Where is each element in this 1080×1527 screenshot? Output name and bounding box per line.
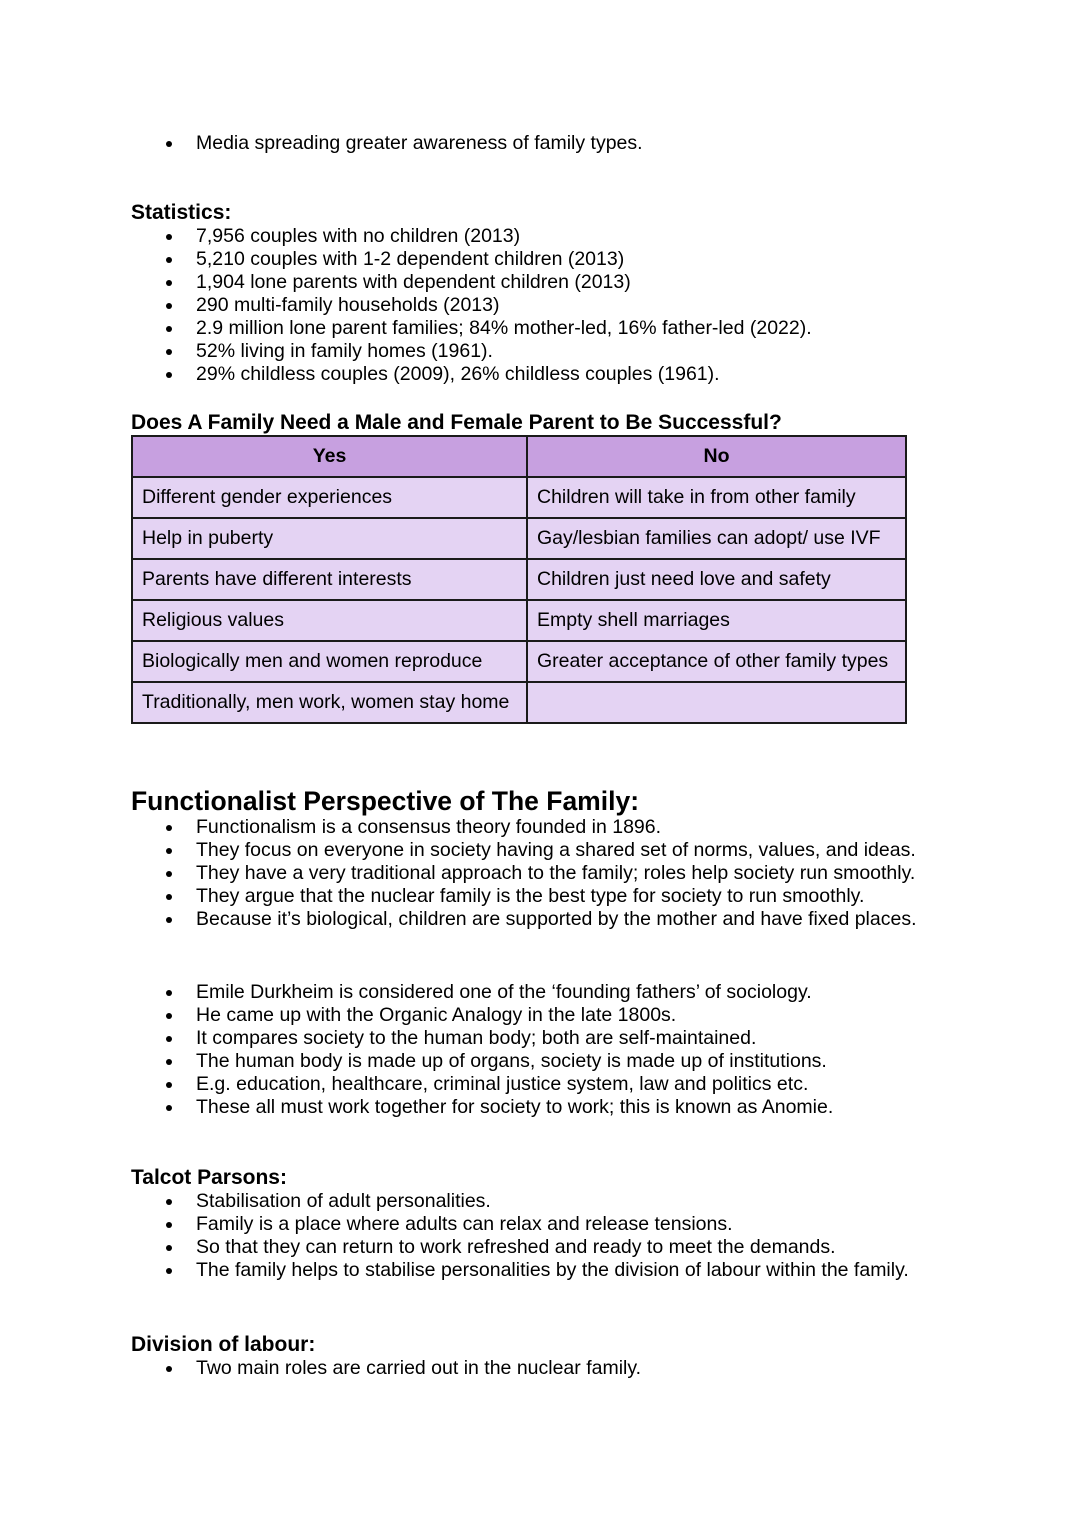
list-item: The family helps to stabilise personalities by the division of labour within the family.: [131, 1259, 1031, 1282]
bullet-icon: [166, 990, 172, 996]
comparison-heading: Does A Family Need a Male and Female Parent to Be Successful?: [131, 411, 782, 434]
bullet-icon: [166, 1059, 172, 1065]
durkheim-section: [131, 981, 1031, 1119]
bullet-icon: [166, 257, 172, 263]
bullet-icon: [166, 1199, 172, 1205]
list-item: 2.9 million lone parent families; 84% mother-led, 16% father-led (2022).: [131, 317, 1031, 340]
table-cell: Empty shell marriages: [527, 600, 906, 641]
list-item: E.g. education, healthcare, criminal justice system, law and politics etc.: [131, 1073, 1031, 1096]
list-item: Media spreading greater awareness of family types.: [131, 132, 1031, 155]
functionalist-list: [131, 816, 1031, 931]
division-list: [131, 1357, 1031, 1380]
table-row: [132, 641, 906, 682]
list-item: 29% childless couples (2009), 26% childless couples (1961).: [131, 363, 1031, 386]
list-item: The human body is made up of organs, society is made up of institutions.: [131, 1050, 1031, 1073]
bullet-icon: [166, 280, 172, 286]
column-header-no: No: [527, 436, 906, 477]
bullet-icon: [166, 234, 172, 240]
bullet-icon: [166, 1366, 172, 1372]
division-heading: Division of labour:: [131, 1333, 316, 1356]
bullet-icon: [166, 871, 172, 877]
table-row: [132, 559, 906, 600]
statistics-list: [131, 225, 1031, 386]
bullet-icon: [166, 1105, 172, 1111]
list-item: Family is a place where adults can relax and release tensions.: [131, 1213, 1031, 1236]
bullet-icon: [166, 1036, 172, 1042]
bullet-icon: [166, 848, 172, 854]
column-header-yes: Yes: [132, 436, 527, 477]
list-item: He came up with the Organic Analogy in the late 1800s.: [131, 1004, 1031, 1027]
list-item: These all must work together for society to work; this is known as Anomie.: [131, 1096, 1031, 1119]
list-item: Stabilisation of adult personalities.: [131, 1190, 1031, 1213]
table-cell: Religious values: [132, 600, 527, 641]
bullet-icon: [166, 141, 172, 147]
bullet-icon: [166, 349, 172, 355]
list-item: It compares society to the human body; both are self-maintained.: [131, 1027, 1031, 1050]
list-item: 52% living in family homes (1961).: [131, 340, 1031, 363]
bullet-icon: [166, 326, 172, 332]
list-item: Functionalism is a consensus theory founded in 1896.: [131, 816, 1031, 839]
table-cell: Traditionally, men work, women stay home: [132, 682, 527, 723]
list-item: Because it’s biological, children are supported by the mother and have fixed places.: [131, 908, 1031, 931]
bullet-icon: [166, 1082, 172, 1088]
bullet-icon: [166, 1013, 172, 1019]
statistics-section: [131, 201, 1031, 386]
bullet-icon: [166, 303, 172, 309]
list-item: 290 multi-family households (2013): [131, 294, 1031, 317]
list-item: They have a very traditional approach to the family; roles help society run smoothly.: [131, 862, 1031, 885]
parsons-section: [131, 1166, 1031, 1282]
table-cell: Children just need love and safety: [527, 559, 906, 600]
list-item: Two main roles are carried out in the nuclear family.: [131, 1357, 1031, 1380]
table-cell: Different gender experiences: [132, 477, 527, 518]
table-row: [132, 682, 906, 723]
parsons-heading: Talcot Parsons:: [131, 1166, 287, 1189]
bullet-icon: [166, 1268, 172, 1274]
list-item: 5,210 couples with 1-2 dependent children (2013): [131, 248, 1031, 271]
statistics-heading: Statistics:: [131, 201, 232, 224]
table-cell: Parents have different interests: [132, 559, 527, 600]
table-cell: Gay/lesbian families can adopt/ use IVF: [527, 518, 906, 559]
bullet-icon: [166, 1245, 172, 1251]
table-cell: Help in puberty: [132, 518, 527, 559]
table-row: [132, 477, 906, 518]
functionalist-section: [131, 786, 1031, 931]
list-item: They focus on everyone in society having a shared set of norms, values, and ideas.: [131, 839, 1031, 862]
comparison-section: [131, 411, 1031, 435]
table-cell: Greater acceptance of other family types: [527, 641, 906, 682]
bullet-icon: [166, 917, 172, 923]
list-item: 7,956 couples with no children (2013): [131, 225, 1031, 248]
bullet-icon: [166, 825, 172, 831]
table-row: [132, 518, 906, 559]
division-section: [131, 1333, 1031, 1380]
durkheim-list: [131, 981, 1031, 1119]
table-cell: [527, 682, 906, 723]
list-item: So that they can return to work refreshed and ready to meet the demands.: [131, 1236, 1031, 1259]
table-row: [132, 600, 906, 641]
list-item: They argue that the nuclear family is the best type for society to run smoothly.: [131, 885, 1031, 908]
bullet-icon: [166, 372, 172, 378]
list-item: Emile Durkheim is considered one of the ‘founding fathers’ of sociology.: [131, 981, 1031, 1004]
functionalist-heading: Functionalist Perspective of The Family:: [131, 786, 640, 816]
parsons-list: [131, 1190, 1031, 1282]
bullet-icon: [166, 1222, 172, 1228]
table-cell: Children will take in from other family: [527, 477, 906, 518]
comparison-table: [131, 435, 907, 724]
bullet-icon: [166, 894, 172, 900]
table-header-row: [132, 436, 906, 477]
list-item: 1,904 lone parents with dependent children (2013): [131, 271, 1031, 294]
table-cell: Biologically men and women reproduce: [132, 641, 527, 682]
top-bullet-list: [131, 132, 1031, 155]
